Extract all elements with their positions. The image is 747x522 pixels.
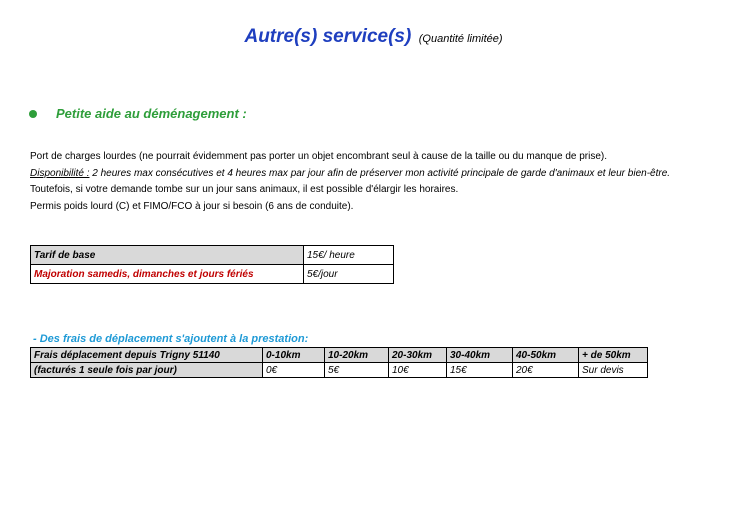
availability-text: 2 heures max consécutives et 4 heures max par jour afin de préserver mon activité principale de garde d'animaux et leur bien-être. xyxy=(89,167,671,179)
table-row xyxy=(31,265,394,284)
availability-label: Disponibilité : xyxy=(30,167,90,179)
frais-sublabel: (facturés 1 seule fois par jour) xyxy=(31,363,263,378)
price-cell: 0€ xyxy=(263,363,325,378)
range-cell: 30-40km xyxy=(447,348,513,363)
frais-title: - Des frais de déplacement s'ajoutent à la prestation: xyxy=(33,333,309,345)
range-cell: 10-20km xyxy=(325,348,389,363)
range-cell: 20-30km xyxy=(389,348,447,363)
section-heading xyxy=(29,106,247,121)
description-line-3: Toutefois, si votre demande tombe sur un jour sans animaux, il est possible d'élargir les horaires. xyxy=(30,184,459,195)
tarif-value: 15€/ heure xyxy=(304,246,394,265)
bullet-icon xyxy=(29,110,37,118)
title-main: Autre(s) service(s) xyxy=(244,26,412,47)
tarif-table xyxy=(30,245,394,284)
tarif-value: 5€/jour xyxy=(304,265,394,284)
description-block xyxy=(30,149,670,215)
frais-table xyxy=(30,347,648,378)
title-note: (Quantité limitée) xyxy=(418,33,503,45)
tarif-label: Tarif de base xyxy=(31,246,304,265)
description-line-4: Permis poids lourd (C) et FIMO/FCO à jour si besoin (6 ans de conduite). xyxy=(30,200,354,212)
description-line-2 xyxy=(30,166,670,183)
price-cell: 20€ xyxy=(513,363,579,378)
price-cell: 10€ xyxy=(389,363,447,378)
table-row xyxy=(31,246,394,265)
price-cell: 5€ xyxy=(325,363,389,378)
range-cell: 0-10km xyxy=(263,348,325,363)
price-cell: Sur devis xyxy=(579,363,648,378)
range-cell: 40-50km xyxy=(513,348,579,363)
table-row xyxy=(31,348,648,363)
table-row xyxy=(31,363,648,378)
description-line-1: Port de charges lourdes (ne pourrait évidemment pas porter un objet encombrant seul à cause de la taille ou du manque de prise). xyxy=(30,151,608,162)
frais-label: Frais déplacement depuis Trigny 51140 xyxy=(31,348,263,363)
section-title: Petite aide au déménagement : xyxy=(56,106,247,121)
tarif-label: Majoration samedis, dimanches et jours fériés xyxy=(31,265,304,284)
price-cell: 15€ xyxy=(447,363,513,378)
page-title xyxy=(0,26,747,48)
range-cell: + de 50km xyxy=(579,348,648,363)
